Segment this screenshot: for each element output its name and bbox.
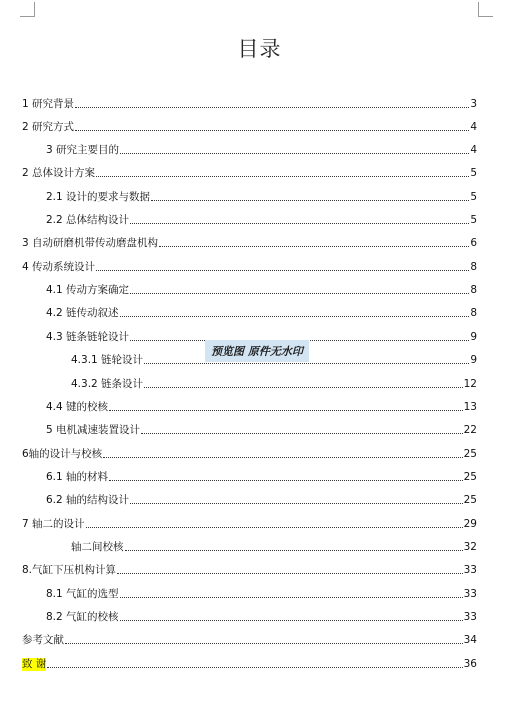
toc-leader-dots — [125, 550, 463, 551]
toc-entry-label: 4.3.2 链条设计 — [71, 378, 144, 390]
toc-entry-label: 4.3.1 链轮设计 — [71, 354, 144, 366]
toc-entry[interactable] — [0, 257, 519, 274]
toc-entry[interactable] — [0, 654, 519, 671]
toc-page-number: 33 — [463, 588, 477, 600]
toc-leader-dots — [120, 316, 470, 317]
toc-leader-dots — [65, 643, 463, 644]
toc-leader-dots — [96, 270, 469, 271]
toc-entry-label: 6轴的设计与校核 — [22, 448, 103, 460]
toc-entry-label: 2 研究方式 — [22, 121, 75, 133]
toc-entry[interactable] — [0, 94, 519, 111]
toc-page-number: 8 — [470, 284, 477, 296]
toc-entry-label: 2.1 设计的要求与数据 — [46, 191, 151, 203]
toc-leader-dots — [75, 107, 469, 108]
toc-leader-dots — [120, 153, 469, 154]
toc-entry[interactable] — [0, 303, 519, 320]
toc-page-number: 25 — [463, 471, 477, 483]
toc-entry-label: 3 自动研磨机带传动磨盘机构 — [22, 237, 159, 249]
toc-page-number: 4 — [470, 121, 477, 133]
toc-leader-dots — [109, 410, 463, 411]
toc-page-number: 8 — [470, 261, 477, 273]
toc-leader-dots — [130, 223, 469, 224]
toc-page-number: 34 — [463, 634, 477, 646]
toc-page-number: 3 — [470, 98, 477, 110]
toc-leader-dots — [120, 597, 463, 598]
page-title: 目录 — [237, 37, 282, 61]
toc-entry[interactable] — [0, 374, 519, 391]
toc-entry-label: 7 轴二的设计 — [22, 518, 85, 530]
toc-entry-label: 2.2 总体结构设计 — [46, 214, 130, 226]
toc-page-number: 33 — [463, 611, 477, 623]
toc-page-number: 13 — [463, 401, 477, 413]
toc-page-number: 25 — [463, 448, 477, 460]
toc-entry[interactable] — [0, 117, 519, 134]
toc-entry[interactable] — [0, 584, 519, 601]
toc-entry-label: 1 研究背景 — [22, 98, 75, 110]
toc-entry[interactable] — [0, 467, 519, 484]
toc-page-number: 9 — [470, 354, 477, 366]
toc-page-number: 12 — [463, 378, 477, 390]
toc-entry[interactable] — [0, 210, 519, 227]
toc-entry-label: 4.4 键的校核 — [46, 401, 109, 413]
toc-entry-label: 4.3 链条链轮设计 — [46, 331, 130, 343]
toc-entry-label: 2 总体设计方案 — [22, 167, 96, 179]
toc-leader-dots — [75, 130, 469, 131]
toc-leader-dots — [86, 527, 463, 528]
toc-leader-dots — [130, 503, 463, 504]
toc-entry-label: 4.2 链传动叙述 — [46, 307, 119, 319]
toc-leader-dots — [151, 200, 469, 201]
toc-entry-label: 8.2 气缸的校核 — [46, 611, 119, 623]
toc-entry[interactable] — [0, 420, 519, 437]
toc-page-number: 4 — [470, 144, 477, 156]
toc-leader-dots — [159, 246, 469, 247]
toc-entry-label: 4.1 传动方案确定 — [46, 284, 130, 296]
toc-entry-label: 6.2 轴的结构设计 — [46, 494, 130, 506]
toc-page-number: 9 — [470, 331, 477, 343]
toc-entry[interactable] — [0, 514, 519, 531]
toc-page-number: 25 — [463, 494, 477, 506]
toc-page-number: 8 — [470, 307, 477, 319]
toc-leader-dots — [144, 363, 469, 364]
toc-leader-dots — [117, 573, 463, 574]
toc-page-number: 29 — [463, 518, 477, 530]
toc-entry-label: 3 研究主要目的 — [46, 144, 120, 156]
toc-entry[interactable] — [0, 630, 519, 647]
toc-page-number: 33 — [463, 564, 477, 576]
toc-page-number: 5 — [470, 214, 477, 226]
toc-leader-dots — [130, 293, 469, 294]
toc-page-number: 5 — [470, 191, 477, 203]
toc-entry[interactable] — [0, 280, 519, 297]
toc-entry[interactable] — [0, 187, 519, 204]
toc-leader-dots — [120, 620, 463, 621]
toc-page-number: 32 — [463, 541, 477, 553]
toc-page-number: 22 — [463, 424, 477, 436]
toc-entry-label: 8.气缸下压机构计算 — [22, 564, 117, 576]
toc-entry-label-highlighted: 致 谢 — [22, 658, 47, 670]
toc-leader-dots — [109, 480, 463, 481]
toc-page-number: 5 — [470, 167, 477, 179]
toc-entry[interactable] — [0, 140, 519, 157]
toc-entry-label: 4 传动系统设计 — [22, 261, 96, 273]
toc-entry-label: 8.1 气缸的选型 — [46, 588, 119, 600]
toc-entry[interactable] — [0, 397, 519, 414]
toc-page-number: 6 — [470, 237, 477, 249]
toc-entry-label: 5 电机减速装置设计 — [46, 424, 141, 436]
toc-page-number: 36 — [463, 658, 477, 670]
toc-entry[interactable] — [0, 490, 519, 507]
toc-entry[interactable] — [0, 444, 519, 461]
toc-entry[interactable] — [0, 233, 519, 250]
toc-leader-dots — [141, 433, 463, 434]
toc-leader-dots — [144, 387, 463, 388]
toc-entry-label: 6.1 轴的材料 — [46, 471, 109, 483]
toc-leader-dots — [96, 176, 469, 177]
toc-entry-label: 轴二间校核 — [71, 541, 124, 553]
toc-entry[interactable] — [0, 560, 519, 577]
toc-entry[interactable] — [0, 537, 519, 554]
toc-entry[interactable] — [0, 163, 519, 180]
toc-leader-dots — [103, 457, 462, 458]
preview-watermark: 预览图 原件无水印 — [205, 340, 309, 362]
toc-entry-label: 参考文献 — [22, 634, 64, 646]
toc-leader-dots — [47, 667, 462, 668]
toc-entry[interactable] — [0, 607, 519, 624]
